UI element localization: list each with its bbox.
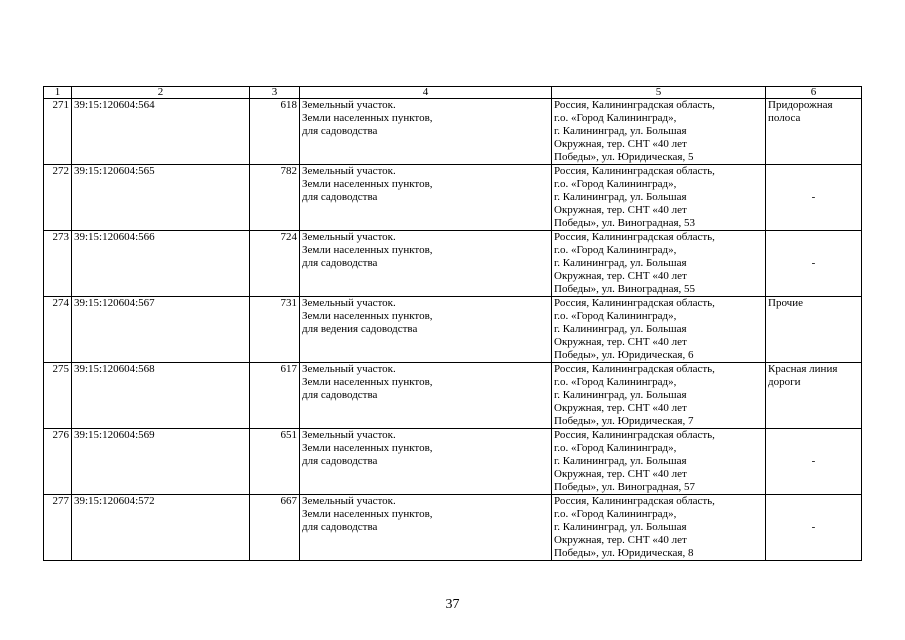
- plot-note: Прочие: [766, 297, 862, 363]
- page-number: 37: [445, 597, 460, 612]
- plot-address: Россия, Калининградская область, г.о. «Город Калининград», г. Калининград, ул. Большая Окружная, тер. СНТ «40 лет Победы», ул. Юридическая, 7: [552, 363, 766, 429]
- plot-note: -: [766, 495, 862, 561]
- row-number: 277: [44, 495, 72, 561]
- table-row: [44, 99, 862, 165]
- table-row: [44, 363, 862, 429]
- plot-note: -: [766, 429, 862, 495]
- header-col-3: 3: [250, 87, 300, 99]
- row-number: 275: [44, 363, 72, 429]
- plot-address: Россия, Калининградская область, г.о. «Город Калининград», г. Калининград, ул. Большая Окружная, тер. СНТ «40 лет Победы», ул. Юридическая, 5: [552, 99, 766, 165]
- plot-description: Земельный участок. Земли населенных пунктов, для садоводства: [300, 429, 552, 495]
- plot-address: Россия, Калининградская область, г.о. «Город Калининград», г. Калининград, ул. Большая Окружная, тер. СНТ «40 лет Победы», ул. Виноградная, 57: [552, 429, 766, 495]
- area-value: 731: [250, 297, 300, 363]
- table-body: [44, 99, 862, 561]
- cadastral-number: 39:15:120604:568: [72, 363, 250, 429]
- plot-description: Земельный участок. Земли населенных пунктов, для садоводства: [300, 165, 552, 231]
- header-col-5: 5: [552, 87, 766, 99]
- area-value: 724: [250, 231, 300, 297]
- cadastral-number: 39:15:120604:565: [72, 165, 250, 231]
- cadastral-number: 39:15:120604:567: [72, 297, 250, 363]
- plot-note: Красная линия дороги: [766, 363, 862, 429]
- table-row: [44, 495, 862, 561]
- plot-note: -: [766, 231, 862, 297]
- cadastral-number: 39:15:120604:572: [72, 495, 250, 561]
- plot-note: Придорожная полоса: [766, 99, 862, 165]
- land-plots-table: [43, 86, 862, 561]
- plot-description: Земельный участок. Земли населенных пунктов, для садоводства: [300, 363, 552, 429]
- plot-address: Россия, Калининградская область, г.о. «Город Калининград», г. Калининград, ул. Большая Окружная, тер. СНТ «40 лет Победы», ул. Юридическая, 8: [552, 495, 766, 561]
- plot-address: Россия, Калининградская область, г.о. «Город Калининград», г. Калининград, ул. Большая Окружная, тер. СНТ «40 лет Победы», ул. Виноградная, 55: [552, 231, 766, 297]
- area-value: 651: [250, 429, 300, 495]
- header-col-1: 1: [44, 87, 72, 99]
- row-number: 271: [44, 99, 72, 165]
- plot-address: Россия, Калининградская область, г.о. «Город Калининград», г. Калининград, ул. Большая Окружная, тер. СНТ «40 лет Победы», ул. Юридическая, 6: [552, 297, 766, 363]
- plot-note: -: [766, 165, 862, 231]
- header-col-6: 6: [766, 87, 862, 99]
- row-number: 273: [44, 231, 72, 297]
- table-row: [44, 165, 862, 231]
- cadastral-number: 39:15:120604:569: [72, 429, 250, 495]
- row-number: 274: [44, 297, 72, 363]
- table-header: [44, 87, 862, 99]
- plot-description: Земельный участок. Земли населенных пунктов, для садоводства: [300, 231, 552, 297]
- header-row: [44, 87, 862, 99]
- area-value: 782: [250, 165, 300, 231]
- header-col-4: 4: [300, 87, 552, 99]
- area-value: 617: [250, 363, 300, 429]
- area-value: 667: [250, 495, 300, 561]
- table-row: [44, 231, 862, 297]
- plot-address: Россия, Калининградская область, г.о. «Город Калининград», г. Калининград, ул. Большая Окружная, тер. СНТ «40 лет Победы», ул. Виноградная, 53: [552, 165, 766, 231]
- area-value: 618: [250, 99, 300, 165]
- plot-description: Земельный участок. Земли населенных пунктов, для садоводства: [300, 495, 552, 561]
- table-row: [44, 297, 862, 363]
- plot-description: Земельный участок. Земли населенных пунктов, для ведения садоводства: [300, 297, 552, 363]
- row-number: 272: [44, 165, 72, 231]
- row-number: 276: [44, 429, 72, 495]
- plot-description: Земельный участок. Земли населенных пунктов, для садоводства: [300, 99, 552, 165]
- cadastral-number: 39:15:120604:564: [72, 99, 250, 165]
- table-row: [44, 429, 862, 495]
- cadastral-number: 39:15:120604:566: [72, 231, 250, 297]
- header-col-2: 2: [72, 87, 250, 99]
